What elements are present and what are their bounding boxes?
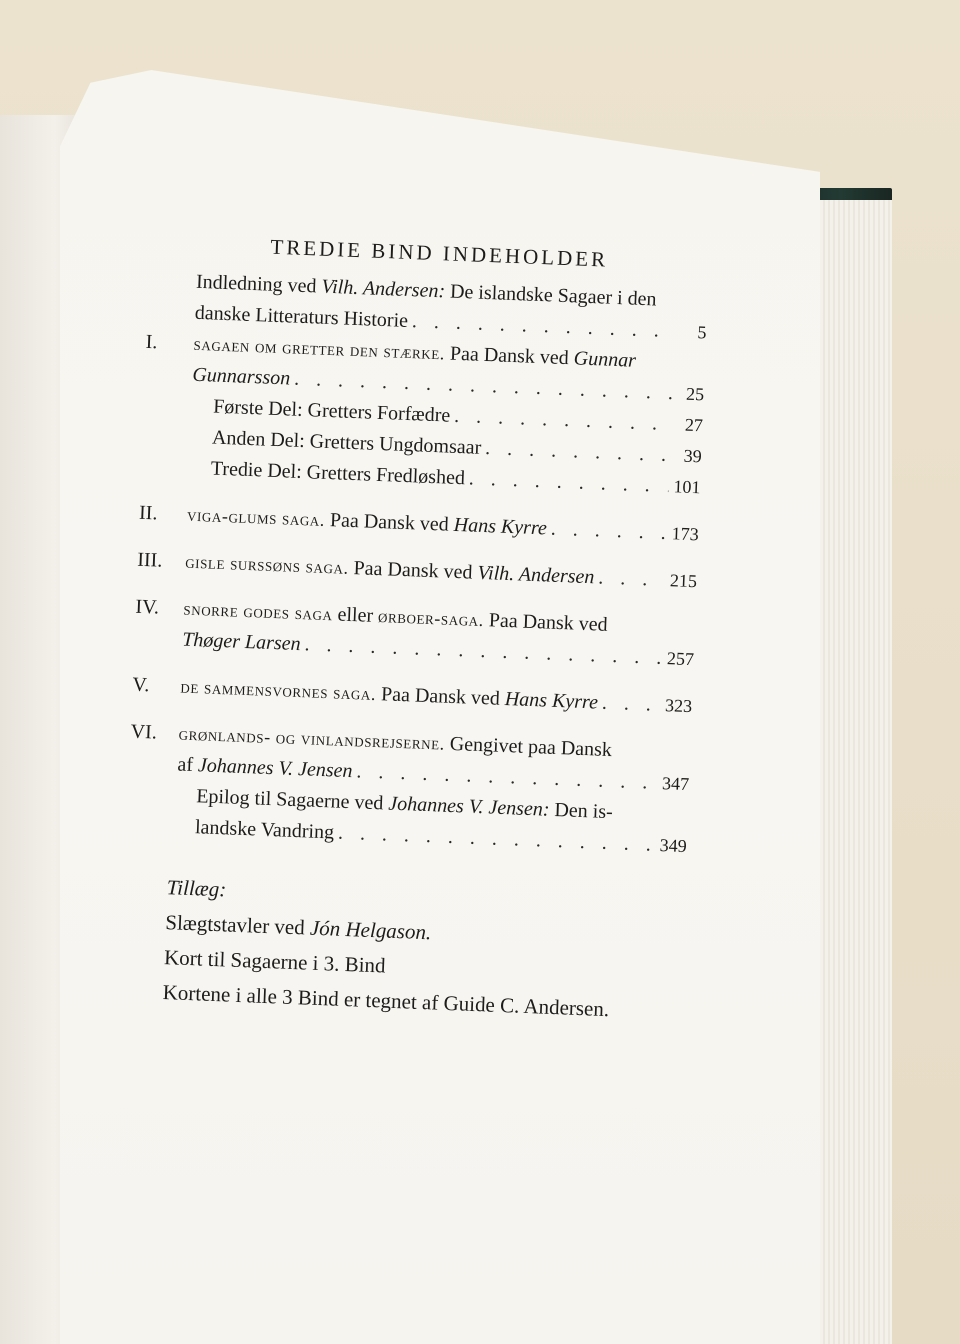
leader-dots [550,514,667,549]
table-of-contents [120,230,709,1030]
intro-text-a: De islandske Sagaer i den [449,280,657,311]
sub-entry-page: 101 [673,476,701,498]
entry-translator: Vilh. Andersen [477,561,595,589]
entry-prefix: af [177,753,194,777]
entry-page: 25 [685,383,705,405]
sub-entry-page: 27 [684,414,704,436]
intro-prefix: Indledning ved [195,270,317,298]
appendix-line1-author: Jón Helgason. [309,915,432,945]
toc-entry-1 [140,327,706,503]
entry-numeral: I. [145,330,158,354]
entry-translator: Johannes V. Jensen [197,754,353,783]
appendix-line3: Kortene i alle 3 Bind er tegnet af Guide C. Andersen. [162,980,610,1022]
appendix [162,870,685,1030]
sub-entry-label: Tredie Del: Gretters Fredløshed [210,457,466,490]
entry-translation: Paa Dansk ved [353,557,473,584]
entry-numeral: IV. [135,595,160,619]
leader-dots [601,688,660,721]
epilog-text-b: landske Vandring [194,816,335,844]
entry-translator-cont: Gunnarsson [192,363,291,390]
entry-connector: eller [337,603,374,627]
entry-translation: Paa Dansk ved [488,609,609,636]
entry-numeral: V. [132,673,150,697]
entry-translator: Hans Kyrre [453,513,548,540]
appendix-line2: Kort til Sagaerne i 3. Bind [163,945,387,978]
appendix-line1-prefix: Slægtstavler ved [164,910,306,940]
entry-title: grønlands- og vinlandsrejserne. [178,723,446,754]
entry-title: viga-glums saga. [186,504,326,530]
appendix-heading: Tillæg: [166,875,227,902]
entry-title: snorre godes saga [183,598,334,625]
sub-entry-label: Første Del: Gretters Forfædre [212,395,451,427]
entry-page: 257 [666,648,695,670]
entry-translation: Paa Dansk ved [380,683,501,710]
entry-numeral: II. [138,501,158,525]
intro-author: Vilh. Andersen: [321,275,446,303]
intro-text-b: danske Litteraturs Historie [194,301,409,332]
epilog-author: Johannes V. Jensen: [387,792,550,821]
entry-translator: Thøger Larsen [181,628,301,656]
entry-translator: Gunnar [573,347,637,372]
entry-title: de sammensvornes saga. [180,676,377,705]
epilog-page: 349 [659,835,688,857]
epilog-prefix: Epilog til Sagaerne ved [195,785,384,815]
epilog-text-a: Den is- [554,798,614,824]
sub-entry-page: 39 [683,445,703,467]
entry-page: 347 [661,773,690,795]
entry-translation: Paa Dansk ved [449,342,570,370]
leader-dots [598,562,666,596]
entry-translator: Hans Kyrre [504,687,599,714]
entry-numeral: III. [136,548,163,572]
entry-page: 215 [669,570,698,592]
intro-page: 5 [697,322,707,343]
entry-title: sagaen om gretter den stærke. [193,333,446,364]
entry-title-alt: ørboer-saga. [377,606,485,631]
sub-entry-label: Anden Del: Gretters Ungdomsaar [211,426,482,459]
entry-page: 323 [664,695,693,717]
entry-numeral: VI. [130,720,158,744]
entry-page: 173 [671,523,700,545]
toc-entry-6 [127,717,691,862]
page-title: TREDIE BIND INDEHOLDER [270,234,609,272]
entry-translation: Gengivet paa Dansk [449,732,613,762]
entry-title: gisle surssøns saga. [184,551,350,578]
entry-translation: Paa Dansk ved [329,509,450,536]
